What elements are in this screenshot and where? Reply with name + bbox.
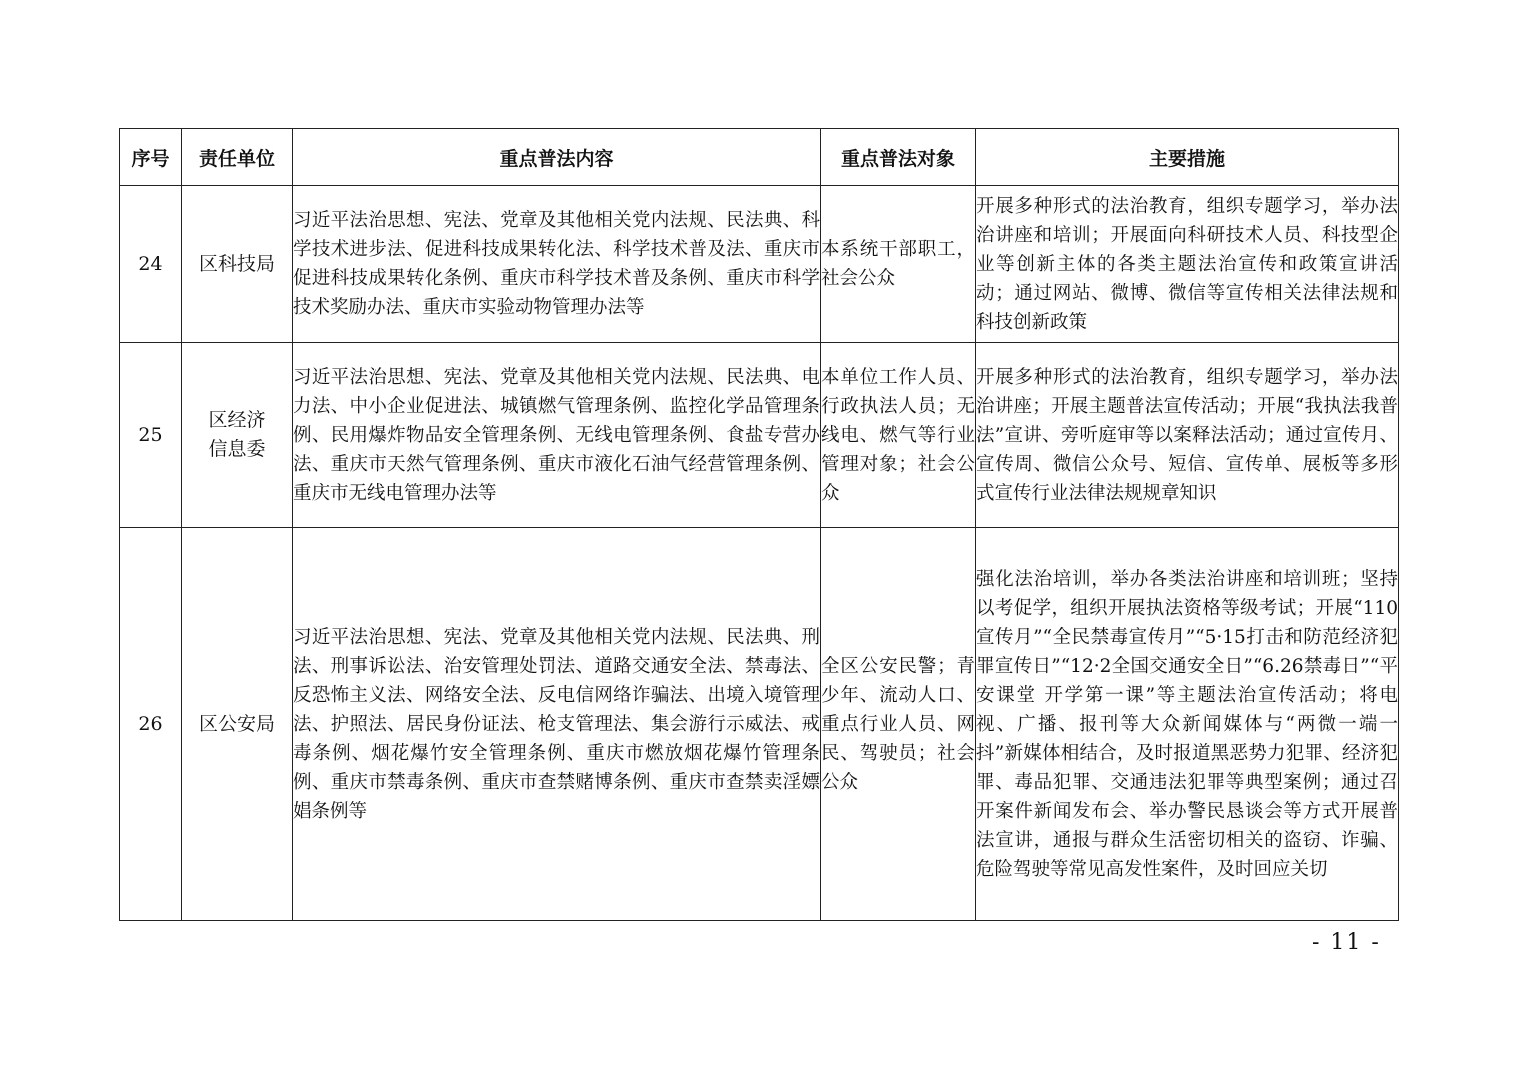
- header-target: 重点普法对象: [821, 129, 976, 186]
- table-header-row: [120, 129, 1399, 186]
- row-unit: [182, 528, 293, 921]
- table-row: [120, 186, 1399, 343]
- unit-line: 区科技局: [198, 252, 275, 275]
- row-measures: 开展多种形式的法治教育，组织专题学习，举办法治讲座；开展主题普法宣传活动；开展“我执法我普法”宣讲、旁听庭审等以案释法活动；通过宣传月、宣传周、微信公众号、短信、宣传单、展板等多形式宣传行业法律法规规章知识: [976, 343, 1399, 528]
- row-target: 本系统干部职工，社会公众: [821, 186, 976, 343]
- header-measures: 主要措施: [976, 129, 1399, 186]
- header-content: 重点普法内容: [293, 129, 821, 186]
- unit-line: 区公安局: [198, 712, 275, 735]
- row-unit: [182, 186, 293, 343]
- header-unit: 责任单位: [182, 129, 293, 186]
- page-number: - 11 -: [1312, 930, 1381, 955]
- table-row: [120, 528, 1399, 921]
- unit-line: 区经济: [208, 409, 266, 431]
- row-unit: [182, 343, 293, 528]
- row-serial: 25: [120, 343, 182, 528]
- header-serial: 序号: [120, 129, 182, 186]
- row-target: 本单位工作人员、行政执法人员；无线电、燃气等行业管理对象；社会公众: [821, 343, 976, 528]
- row-serial: 24: [120, 186, 182, 343]
- row-content: 习近平法治思想、宪法、党章及其他相关党内法规、民法典、刑法、刑事诉讼法、治安管理处罚法、道路交通安全法、禁毒法、反恐怖主义法、网络安全法、反电信网络诈骗法、出境入境管理法、护照法、居民身份证法、枪支管理法、集会游行示威法、戒毒条例、烟花爆竹安全管理条例、重庆市燃放烟花爆竹管理条例、重庆市禁毒条例、重庆市查禁赌博条例、重庆市查禁卖淫嫖娼条例等: [293, 528, 821, 921]
- row-measures: 开展多种形式的法治教育，组织专题学习，举办法治讲座和培训；开展面向科研技术人员、科技型企业等创新主体的各类主题法治宣传和政策宣讲活动；通过网站、微博、微信等宣传相关法律法规和科技创新政策: [976, 186, 1399, 343]
- row-measures: 强化法治培训，举办各类法治讲座和培训班；坚持以考促学，组织开展执法资格等级考试；开展“110宣传月”“全民禁毒宣传月”“5·15打击和防范经济犯罪宣传日”“12·2全国交通安全日”“6.26禁毒日”“平安课堂 开学第一课”等主题法治宣传活动；将电视、广播、报刊等大众新闻媒体与“两微一端一抖”新媒体相结合，及时报道黑恶势力犯罪、经济犯罪、毒品犯罪、交通违法犯罪等典型案例；通过召开案件新闻发布会、举办警民恳谈会等方式开展普法宣讲，通报与群众生活密切相关的盗窃、诈骗、危险驾驶等常见高发性案件，及时回应关切: [976, 528, 1399, 921]
- row-serial: 26: [120, 528, 182, 921]
- row-content: 习近平法治思想、宪法、党章及其他相关党内法规、民法典、科学技术进步法、促进科技成果转化法、科学技术普及法、重庆市促进科技成果转化条例、重庆市科学技术普及条例、重庆市科学技术奖励办法、重庆市实验动物管理办法等: [293, 186, 821, 343]
- unit-line: 信息委: [208, 438, 266, 460]
- law-education-table: [119, 128, 1399, 921]
- row-target: 全区公安民警；青少年、流动人口、重点行业人员、网民、驾驶员；社会公众: [821, 528, 976, 921]
- row-content: 习近平法治思想、宪法、党章及其他相关党内法规、民法典、电力法、中小企业促进法、城镇燃气管理条例、监控化学品管理条例、民用爆炸物品安全管理条例、无线电管理条例、食盐专营办法、重庆市天然气管理条例、重庆市液化石油气经营管理条例、重庆市无线电管理办法等: [293, 343, 821, 528]
- table-row: [120, 343, 1399, 528]
